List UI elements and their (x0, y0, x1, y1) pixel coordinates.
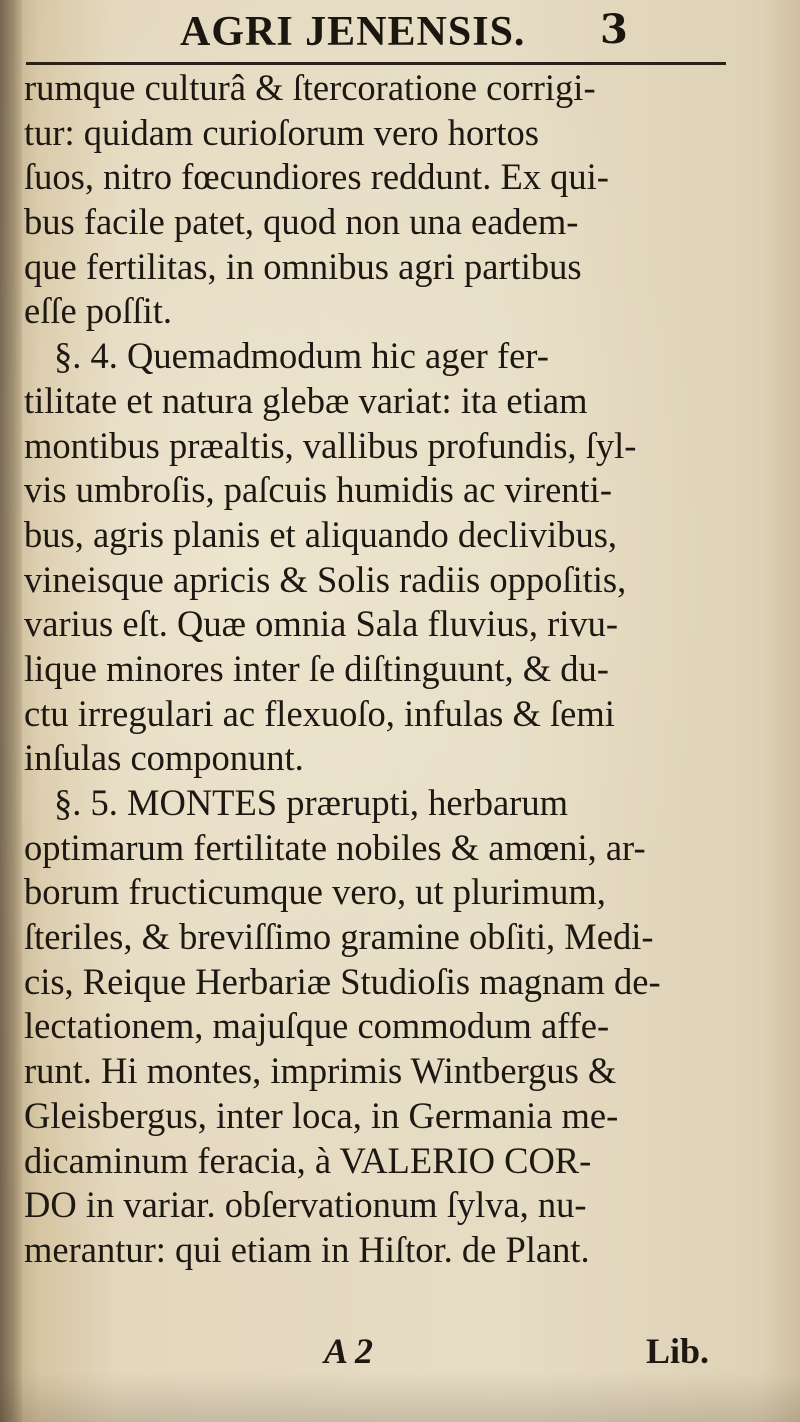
section-heading-line: §. 5. MONTES prærupti, herbarum (54, 782, 568, 823)
signature-mark: A 2 (324, 1331, 374, 1371)
text-line: dicaminum feracia, à VALERIO COR- (24, 1139, 592, 1181)
text-line: bus facile patet, quod non una eadem- (24, 201, 579, 243)
text-line: ſteriles, & breviſſimo gramine obſiti, Medi- (24, 916, 654, 958)
running-title: AGRI JENENSIS. (180, 9, 526, 55)
text-line: optimarum fertilitate nobiles & amœni, ar- (24, 826, 646, 868)
text-line: rumque culturâ & ſtercoratione corrigi- (24, 67, 596, 108)
text-line: varius eſt. Quæ omnia Sala fluvius, rivu- (24, 603, 619, 645)
section-heading-line: §. 4. Quemadmodum hic ager fer- (54, 335, 549, 377)
body-text (24, 66, 754, 1273)
text-line: borum fructicumque vero, ut plurimum, (24, 871, 606, 913)
text-line: que fertilitas, in omnibus agri partibus (24, 245, 582, 287)
header-rule (26, 62, 726, 65)
text-line: ſuos, nitro fœcundiores reddunt. Ex qui- (24, 156, 609, 198)
text-line: DO in variar. obſervationum ſylva, nu- (24, 1184, 587, 1226)
text-line: bus, agris planis et aliquando declivibus, (24, 513, 618, 555)
catchword: Lib. (646, 1331, 710, 1371)
page-footer (24, 1330, 744, 1374)
text-line: lectationem, majuſque commodum affe- (24, 1005, 610, 1047)
text-line: tilitate et natura glebæ variat: ita etiam (24, 379, 588, 421)
text-line: cis, Reique Herbariæ Studioſis magnam de- (24, 960, 661, 1002)
text-line: tur: quidam curioſorum vero hortos (24, 111, 539, 153)
page-number: 3 (600, 6, 628, 53)
binding-gutter (0, 0, 22, 1422)
text-line: Gleisbergus, inter loca, in Germania me- (24, 1094, 619, 1136)
text-line: ctu irregulari ac flexuoſo, infulas & ſemi (24, 692, 615, 734)
text-line: runt. Hi montes, imprimis Wintbergus & (24, 1050, 617, 1092)
text-line: vis umbroſis, paſcuis humidis ac virenti- (24, 469, 612, 511)
text-line: vineisque apricis & Solis radiis oppoſitis, (24, 558, 627, 600)
text-line: merantur: qui etiam in Hiſtor. de Plant. (24, 1228, 590, 1270)
text-line: eſſe poſſit. (24, 290, 172, 332)
page-header (60, 0, 680, 60)
text-line: inſulas componunt. (24, 737, 304, 779)
text-line: montibus præaltis, vallibus profundis, ſyl- (24, 424, 637, 466)
text-line: lique minores inter ſe diſtinguunt, & du- (24, 647, 609, 689)
page-shadow (0, 1372, 800, 1422)
